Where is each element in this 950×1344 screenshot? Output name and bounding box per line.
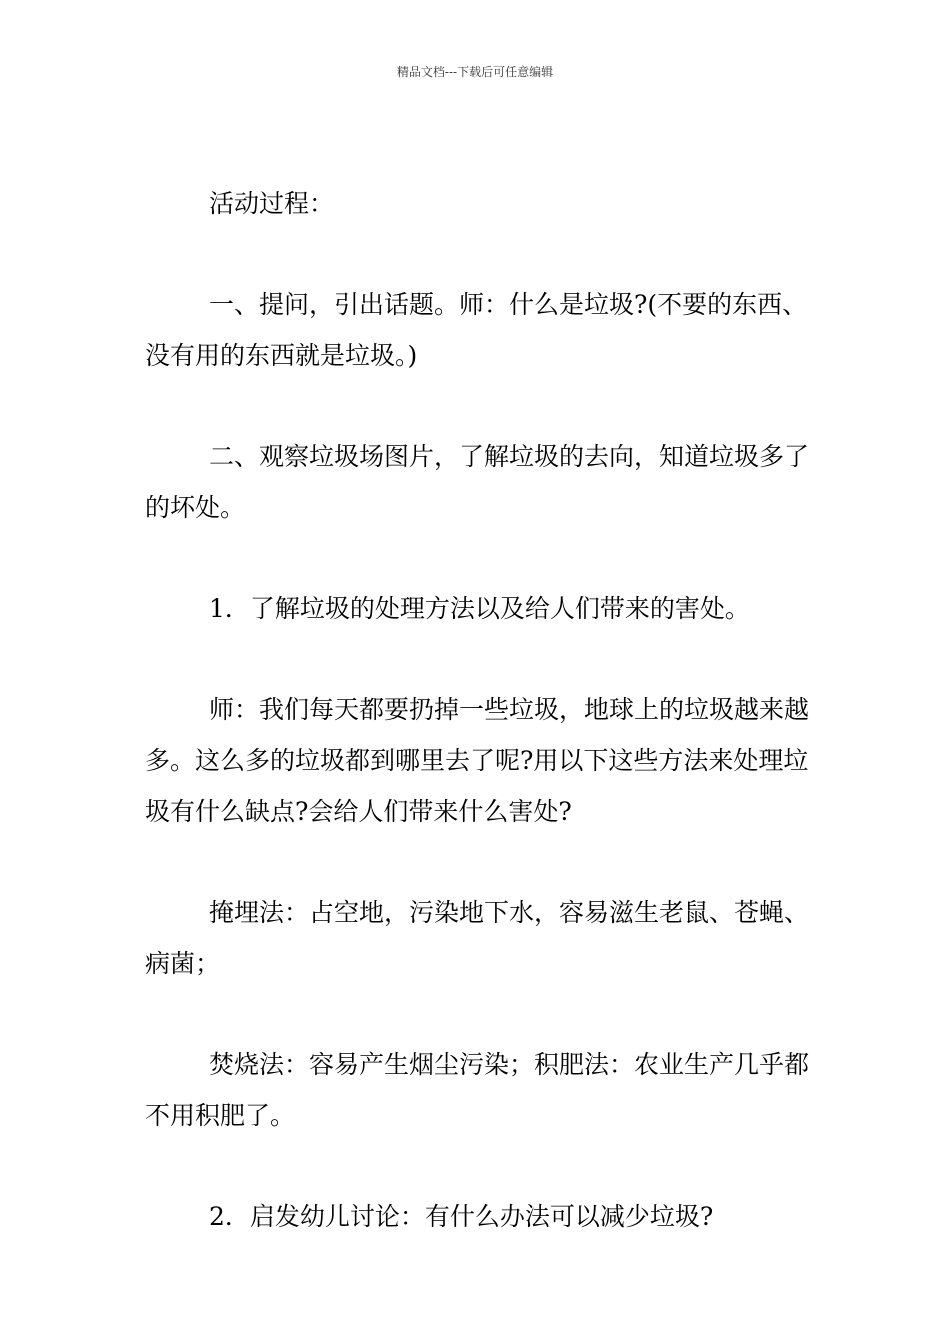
paragraph: 二、观察垃圾场图片，了解垃圾的去向，知道垃圾多了的坏处。 [145, 442, 810, 522]
page-header: 精品文档---下载后可任意编辑 [396, 65, 554, 79]
section-heading: 活动过程： [209, 189, 335, 218]
paragraph: 2．启发幼儿讨论：有什么办法可以减少垃圾? [209, 1202, 714, 1231]
paragraph: 1．了解垃圾的处理方法以及给人们带来的害处。 [209, 594, 750, 623]
paragraph: 掩埋法：占空地，污染地下水，容易滋生老鼠、苍蝇、病菌； [145, 898, 810, 978]
paragraph: 焚烧法：容易产生烟尘污染；积肥法：农业生产几乎都不用积肥了。 [145, 1050, 810, 1130]
paragraph: 师：我们每天都要扔掉一些垃圾，地球上的垃圾越来越多。这么多的垃圾都到哪里去了呢?用以下这些方法来处理垃圾有什么缺点?会给人们带来什么害处? [145, 695, 810, 826]
document-body [145, 178, 815, 1292]
paragraph: 一、提问，引出话题。师：什么是垃圾?(不要的东西、没有用的东西就是垃圾。) [145, 290, 808, 370]
